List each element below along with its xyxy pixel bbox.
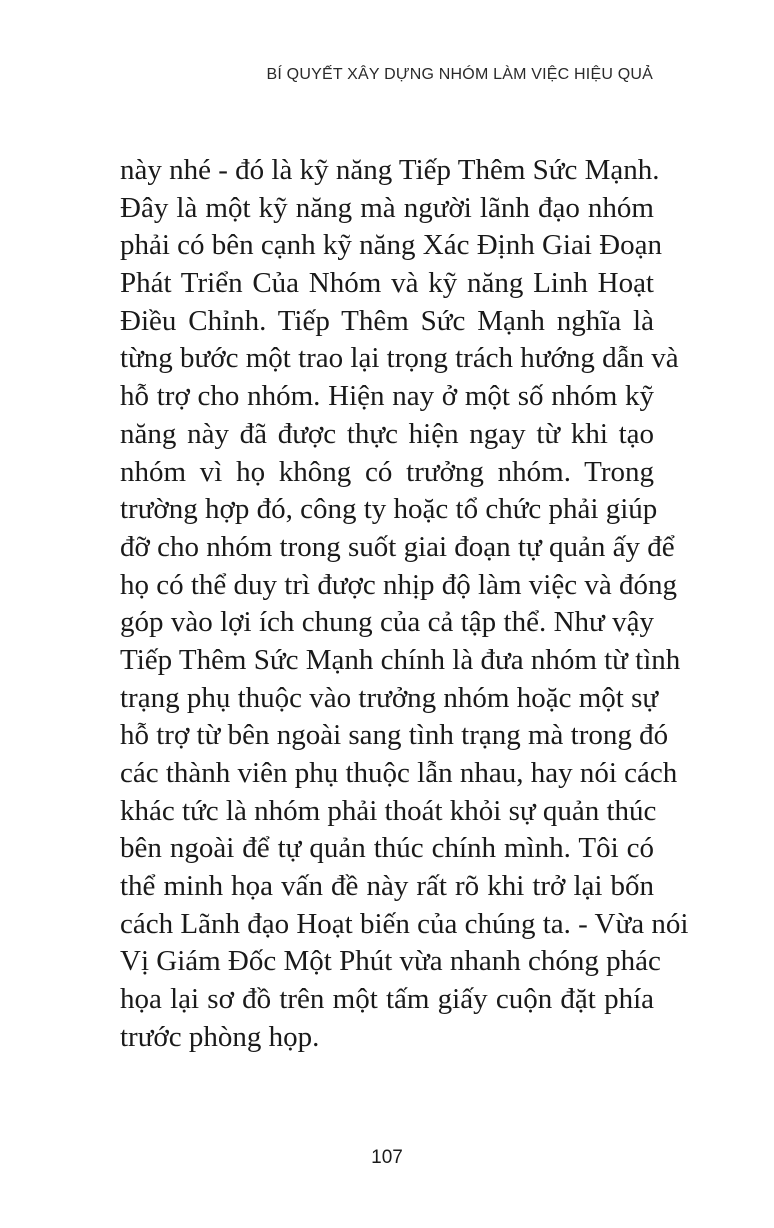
text-line: năng này đã được thực hiện ngay từ khi tạo [120,417,654,450]
text-line: từng bước một trao lại trọng trách hướng dẫn và [120,342,679,375]
text-line: Phát Triển Của Nhóm và kỹ năng Linh Hoạt [120,267,654,300]
text-line: họ có thể duy trì được nhịp độ làm việc và đóng [120,568,677,601]
text-line: Tiếp Thêm Sức Mạnh chính là đưa nhóm từ tình [120,643,681,676]
text-line: trường hợp đó, công ty hoặc tổ chức phải giúp [120,493,658,526]
text-line: hỗ trợ cho nhóm. Hiện nay ở một số nhóm kỹ [120,380,654,413]
text-line: trước phòng họp. [120,1020,320,1053]
text-line: thể minh họa vấn đề này rất rõ khi trở lại bốn [120,870,654,903]
text-line: Đây là một kỹ năng mà người lãnh đạo nhóm [120,191,654,224]
text-line: các thành viên phụ thuộc lẫn nhau, hay nói cách [120,757,678,789]
running-header: BÍ QUYẾT XÂY DỰNG NHÓM LÀM VIỆC HIỆU QUẢ [266,66,653,83]
text-line: góp vào lợi ích chung của cả tập thể. Như vậy [120,606,654,639]
text-line: phải có bên cạnh kỹ năng Xác Định Giai Đoạn [120,229,662,262]
text-line: khác tức là nhóm phải thoát khỏi sự quản thúc [120,794,657,827]
text-line: đỡ cho nhóm trong suốt giai đoạn tự quản ấy để [120,530,675,563]
text-line: trạng phụ thuộc vào trưởng nhóm hoặc một sự [120,681,659,714]
text-line: này nhé - đó là kỹ năng Tiếp Thêm Sức Mạnh. [120,154,660,186]
text-line: Vị Giám Đốc Một Phút vừa nhanh chóng phác [120,945,661,978]
text-line: Điều Chỉnh. Tiếp Thêm Sức Mạnh nghĩa là [120,304,654,337]
text-line: bên ngoài để tự quản thúc chính mình. Tôi có [120,832,654,865]
text-line: họa lại sơ đồ trên một tấm giấy cuộn đặt phía [120,983,654,1016]
text-line: hỗ trợ từ bên ngoài sang tình trạng mà trong đó [120,719,669,752]
body-text [120,152,689,1057]
page-number: 107 [371,1147,403,1168]
text-line: cách Lãnh đạo Hoạt biến của chúng ta. - Vừa nói [120,907,689,940]
text-line: nhóm vì họ không có trưởng nhóm. Trong [120,455,654,488]
